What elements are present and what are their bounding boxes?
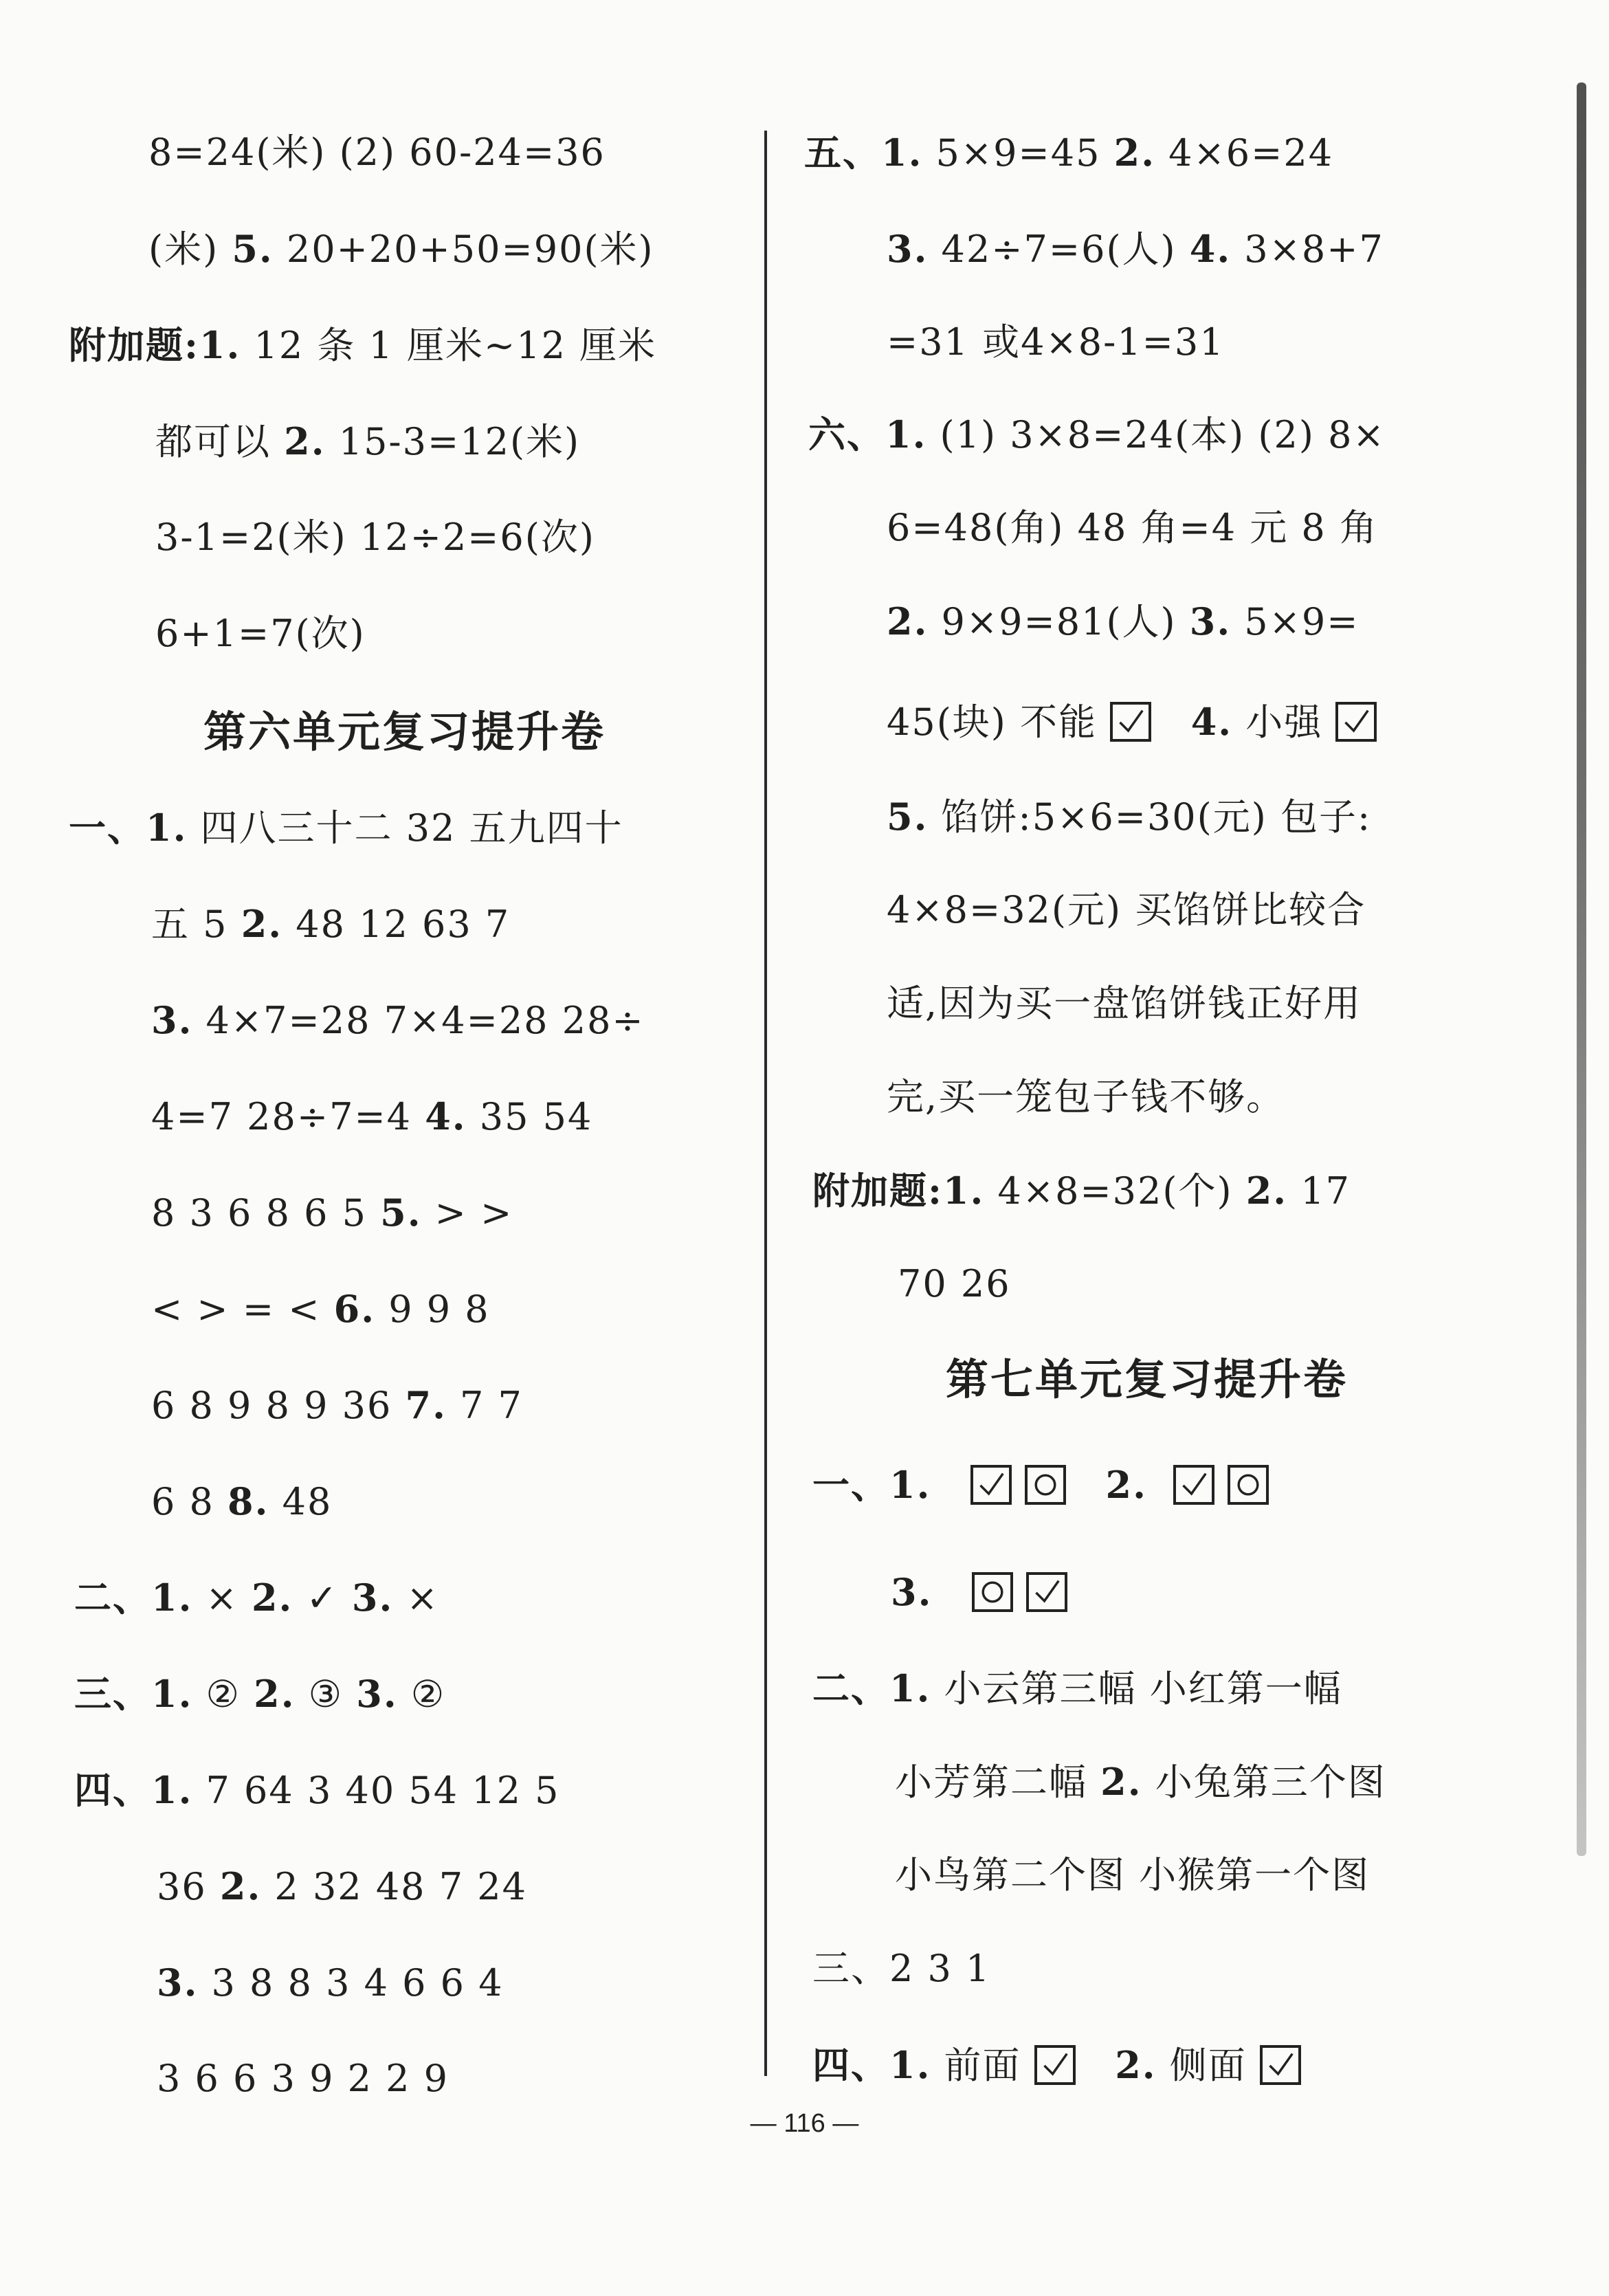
answer-line: 三、1. ② 2. ③ 3. ② (74, 1672, 446, 1716)
answer-line: (米) 5. 20+20+50=90(米) (148, 227, 654, 271)
answer-line: 3. 42÷7=6(人) 4. 3×8+7 (887, 227, 1384, 271)
answer-line: 四、1. 7 64 3 40 54 12 5 (74, 1768, 560, 1812)
answer-line: 一、1. 2. (812, 1463, 1269, 1508)
answer-line: 六、1. (1) 3×8=24(本) (2) 8× (808, 412, 1386, 456)
answer-line: =31 或4×8-1=31 (887, 320, 1225, 364)
answer-line: 二、1. × 2. ✓ 3. × (74, 1576, 439, 1620)
check-box-icon (1173, 1465, 1214, 1505)
check-box-icon (1110, 702, 1151, 742)
answer-line: < > = < 6. 9 9 8 (151, 1287, 490, 1331)
answer-line: 8 3 6 8 6 5 5. > > (151, 1191, 513, 1235)
answer-line: 6+1=7(次) (155, 612, 366, 655)
answer-line: 二、1. 小云第三幅 小红第一幅 (812, 1666, 1342, 1710)
answer-line: 3. 4×7=28 7×4=28 28÷ (151, 998, 645, 1042)
section-title: 第六单元复习提升卷 (203, 707, 606, 757)
answer-line: 2. 9×9=81(人) 3. 5×9= (887, 599, 1360, 643)
answer-line: 6=48(角) 48 角=4 元 8 角 (887, 506, 1378, 549)
page-edge-shadow (1577, 82, 1586, 1856)
answer-line: 5. 馅饼:5×6=30(元) 包子: (887, 795, 1372, 839)
answer-line: 3. (891, 1570, 1067, 1615)
check-box-icon (1260, 2045, 1301, 2085)
answer-line: 五 5 2. 48 12 63 7 (151, 902, 511, 946)
circle-box-icon (972, 1572, 1013, 1612)
page-number: — 116 — (750, 2109, 859, 2138)
circle-box-icon (1228, 1465, 1269, 1505)
answer-line: 3. 3 8 8 3 4 6 6 4 (157, 1961, 504, 2005)
answer-line: 45(块) 不能 4. 小强 (887, 700, 1377, 744)
answer-line: 适,因为买一盘馅饼钱正好用 (887, 982, 1362, 1025)
answer-line: 三、2 3 1 (812, 1947, 991, 1990)
circle-box-icon (1025, 1465, 1066, 1505)
section-title: 第七单元复习提升卷 (946, 1354, 1349, 1404)
check-box-icon (1335, 702, 1377, 742)
answer-line: 6 8 9 8 9 36 7. 7 7 (151, 1383, 523, 1427)
answer-line: 8=24(米) (2) 60-24=36 (148, 131, 606, 174)
answer-line: 36 2. 2 32 48 7 24 (157, 1864, 527, 1908)
answer-line: 3-1=2(米) 12÷2=6(次) (155, 516, 595, 559)
answer-line: 小鸟第二个图 小猴第一个图 (895, 1853, 1371, 1897)
answer-line: 一、1. 四八三十二 32 五九四十 (69, 806, 623, 850)
column-divider (764, 131, 767, 2076)
answer-line: 4×8=32(元) 买馅饼比较合 (887, 888, 1366, 931)
answer-line: 五、1. 5×9=45 2. 4×6=24 (804, 131, 1334, 175)
answer-line: 70 26 (898, 1262, 1011, 1305)
answer-line: 3 6 6 3 9 2 2 9 (157, 2057, 450, 2100)
answer-line: 完,买一笼包子钱不够。 (887, 1075, 1285, 1118)
check-box-icon (970, 1465, 1012, 1505)
answer-line: 都可以 2. 15-3=12(米) (155, 419, 581, 463)
answer-line: 小芳第二幅 2. 小兔第三个图 (895, 1760, 1386, 1804)
answer-line: 四、1. 前面 2. 侧面 (812, 2043, 1301, 2088)
answer-line: 6 8 8. 48 (151, 1479, 333, 1523)
check-box-icon (1026, 1572, 1067, 1612)
answer-line: 附加题:1. 12 条 1 厘米~12 厘米 (69, 323, 657, 367)
check-box-icon (1034, 2045, 1076, 2085)
answer-line: 4=7 28÷7=4 4. 35 54 (151, 1094, 593, 1138)
answer-line: 附加题:1. 4×8=32(个) 2. 17 (812, 1169, 1351, 1213)
